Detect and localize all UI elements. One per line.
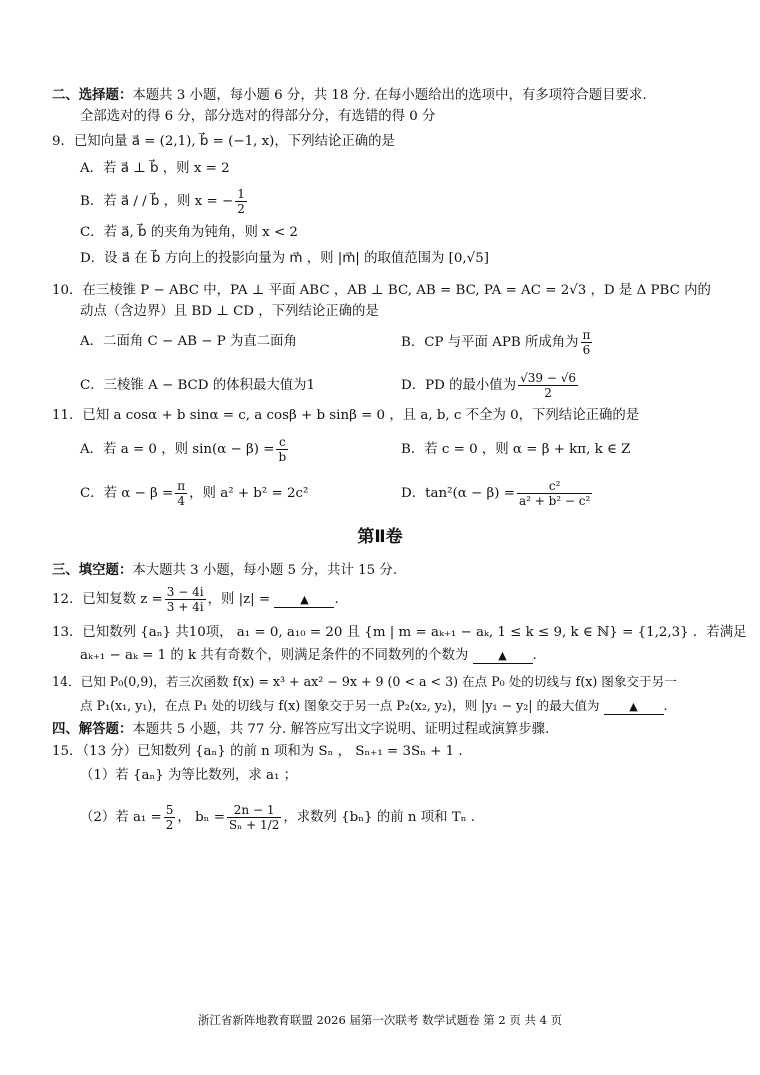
q11-a-denominator: b [278,450,287,464]
q15-part-2-tail: ，求数列 {bₙ} 的前 n 项和 Tₙ . [283,810,476,825]
q10-option-d-fraction [518,371,578,400]
q11-option-b: B．若 c = 0 ，则 α = β + kπ, k ∈ Z [401,442,631,457]
section-3-heading: 三、填空题： [52,562,133,578]
q13-period: . [532,648,537,663]
q10-option-c: C．三棱锥 A − BCD 的体积最大值为1 [80,378,316,393]
q11-c-denominator: 4 [177,494,186,508]
q10-option-b [401,325,594,361]
q9-b-numerator: 1 [237,187,245,201]
q13-line-1: 13．已知数列 {aₙ} 共10项， a₁ = 0, a₁₀ = 20 且 {m | m = aₖ₊₁ − aₖ, 1 ≤ k ≤ 9, k ∈ ℕ} = {1,2,3} ．若满足 [52,625,747,640]
q12-text: 12．已知复数 z = [52,592,163,607]
q9-option-d: D．设 a⃗ 在 b⃗ 方向上的投影向量为 m⃗ ，则 |m⃗| 的取值范围为 [0,√5] [80,251,489,266]
section-4-intro: 本题共 5 小题，共 77 分. 解答应写出文字说明、证明过程或演算步骤. [132,722,550,737]
q11-d-denominator: a² + b² − c² [518,494,591,508]
q9-option-b-text: B．若 a⃗ / / b⃗ ，则 x = − [80,194,234,209]
q13-line-2-text: aₖ₊₁ − aₖ = 1 的 k 共有奇数个，则满足条件的不同数列的个数为 [80,648,469,663]
q11-option-d [401,476,594,512]
q11-option-c-tail: ，则 a² + b² = 2c² [189,486,309,501]
q9-option-b [80,184,249,220]
q12-answer-blank: ▲ [274,593,334,608]
q15-bn-fraction [227,803,281,832]
q15-a1-numerator: 5 [165,803,174,817]
q12-denominator: 3 + 4i [166,600,204,614]
q11-option-a [80,432,290,468]
section-4-line [52,720,549,739]
q12-abs-text: ，则 |z| = [207,592,271,607]
q11-option-c-text: C．若 α − β = [80,486,174,501]
q14-line-1: 14．已知 P₀(0,9)，若三次函数 f(x) = x³ + ax² − 9x + 9 (0 < a < 3) 在点 P₀ 处的切线与 f(x) 图象交于另一 [52,674,677,689]
q10-b-numerator: π [582,328,591,342]
section-3-intro: 本大题共 3 小题，每小题 5 分，共计 15 分. [132,563,398,578]
section-2-heading: 二、选择题： [52,87,133,103]
section-2-intro: 本题共 3 小题，每小题 6 分，共 18 分. 在每小题给出的选项中，有多项符合题目要求. [132,88,647,103]
q11-option-a-text: A．若 a = 0 ，则 sin(α − β) = [80,442,275,457]
q13-line-2 [80,647,537,665]
q12-numerator: 3 − 4i [166,585,204,599]
page-footer: 浙江省新阵地教育联盟 2026 届第一次联考 数学试题卷 第 2 页 共 4 页 [197,1013,563,1027]
part-2-title: 第Ⅱ卷 [357,527,403,547]
q15-part-1: （1）若 {aₙ} 为等比数列，求 a₁ ； [80,768,298,783]
q14-answer-blank: ▲ [604,700,664,715]
q11-stem: 11．已知 a cosα + b sinα = c, a cosβ + b sinβ = 0 ，且 a, b, c 不全为 0，下列结论正确的是 [52,408,640,423]
q15-bn-denominator: Sₙ + 1/2 [228,818,280,832]
q11-option-c-fraction [175,479,187,508]
q14-period: . [663,698,668,713]
section-2-line [52,86,647,105]
q11-option-a-fraction [276,435,288,464]
q11-c-numerator: π [177,479,186,493]
q10-option-d [401,368,580,404]
section-4-heading: 四、解答题： [52,721,133,737]
q9-option-a: A．若 a⃗ ⊥ b⃗ ，则 x = 2 [80,161,230,176]
q9-b-denominator: 2 [237,202,245,216]
q12-fraction [165,585,206,614]
q10-d-denominator: 2 [544,386,552,400]
q11-d-numerator: c² [517,479,592,494]
q14-line-2-text: 点 P₁(x₁, y₁)，在点 P₁ 处的切线与 f(x) 图象交于另一点 P₂(x₂, y₂)，则 |y₁ − y₂| 的最大值为 [80,698,600,713]
section-2-intro-2: 全部选对的得 6 分，部分选对的得部分分，有选错的得 0 分 [80,109,436,124]
q15-part-2-text: （2）若 a₁ = [80,810,162,825]
q15-bn-numerator: 2n − 1 [227,803,281,818]
q10-option-d-text: D．PD 的最小值为 [401,378,517,393]
section-3-line [52,561,397,580]
q15-stem: 15．（13 分）已知数列 {aₙ} 的前 n 项和为 Sₙ ， Sₙ₊₁ = 3Sₙ + 1 . [52,744,463,759]
q12-period: . [334,592,339,607]
q15-a1-fraction [164,803,176,832]
q13-answer-blank: ▲ [473,649,533,664]
q10-option-b-fraction [581,328,593,357]
q14-line-2 [80,697,668,715]
q10-stem-2: 动点（含边界）且 BD ⊥ CD ，下列结论正确的是 [80,304,379,319]
q10-d-numerator: √39 − √6 [520,371,576,385]
q9-option-c: C．若 a⃗, b⃗ 的夹角为钝角，则 x < 2 [80,225,298,240]
q11-option-c [80,476,308,512]
q9-option-b-fraction [235,187,247,216]
q10-stem-1: 10．在三棱锥 P − ABC 中，PA ⊥ 平面 ABC ，AB ⊥ BC, AB = BC, PA = AC = 2√3 ，D 是 Δ PBC 内的 [52,283,711,298]
q11-a-numerator: c [276,435,288,450]
q15-bn-label: ， bₙ = [177,810,225,825]
q15-a1-denominator: 2 [165,818,174,832]
q15-part-2 [80,790,475,846]
q12-line [52,582,339,618]
q11-option-d-fraction [517,479,592,508]
q10-b-denominator: 6 [582,343,591,357]
q9-stem: 9．已知向量 a⃗ = (2,1), b⃗ = (−1, x)，下列结论正确的是 [52,134,395,149]
q11-option-d-text: D．tan²(α − β) = [401,486,515,501]
q10-option-b-text: B．CP 与平面 APB 所成角为 [401,335,579,350]
q10-option-a: A．二面角 C − AB − P 为直二面角 [80,334,297,349]
